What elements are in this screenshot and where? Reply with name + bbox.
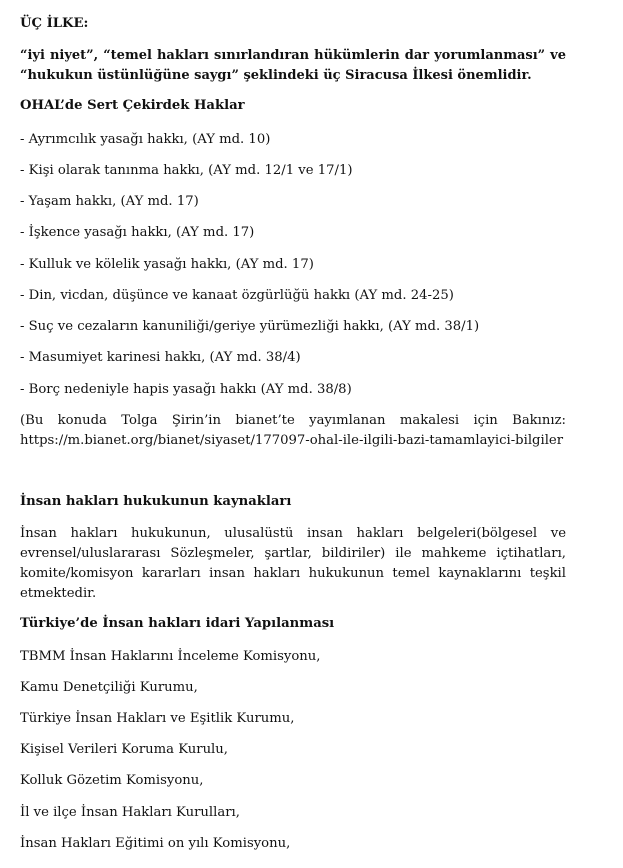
sources-line: İnsan hakları hukukunun, ulusalüstü insan hakları belgeleri(bölgesel ve: [20, 526, 566, 541]
admin-body-item: Türkiye İnsan Hakları ve Eşitlik Kurumu,: [20, 711, 295, 726]
heading-uc-ilke: ÜÇ İLKE:: [20, 16, 89, 31]
reference-link: https://m.bianet.org/bianet/siyaset/177097-ohal-ile-ilgili-bazi-tamamlayici-bilgiler: [20, 433, 564, 448]
ohal-right-item: - Masumiyet karinesi hakkı, (AY md. 38/4): [20, 350, 301, 365]
sources-paragraph: [20, 524, 566, 604]
admin-body-item: TBMM İnsan Haklarını İnceleme Komisyonu,: [20, 649, 321, 664]
sources-line: komite/komisyon kararları insan hakları hukukunun temel kaynaklarını teşkil: [20, 566, 566, 581]
heading-sources: İnsan hakları hukukunun kaynakları: [20, 494, 292, 509]
sources-line: evrensel/uluslararası Sözleşmeler, şartlar, bildiriler) ile mahkeme içtihatları,: [20, 546, 566, 561]
siracusa-paragraph: [20, 46, 566, 86]
ohal-right-item: - Yaşam hakkı, (AY md. 17): [20, 194, 199, 209]
ohal-right-item: - Borç nedeniyle hapis yasağı hakkı (AY md. 38/8): [20, 382, 352, 397]
admin-body-item: Kolluk Gözetim Komisyonu,: [20, 773, 204, 788]
siracusa-line-1: “iyi niyet”, “temel hakları sınırlandıran hükümlerin dar yorumlanması” ve: [20, 48, 566, 63]
ohal-right-item: - Kişi olarak tanınma hakkı, (AY md. 12/1 ve 17/1): [20, 163, 353, 178]
siracusa-line-2: “hukukun üstünlüğüne saygı” şeklindeki üç Siracusa İlkesi önemlidir.: [20, 68, 532, 83]
heading-ohal: OHAL’de Sert Çekirdek Haklar: [20, 98, 245, 113]
heading-admin: Türkiye’de İnsan hakları idari Yapılanması: [20, 616, 335, 631]
sources-line: etmektedir.: [20, 586, 97, 601]
admin-body-item: Kamu Denetçiliği Kurumu,: [20, 680, 198, 695]
ohal-right-item: - Ayrımcılık yasağı hakkı, (AY md. 10): [20, 132, 271, 147]
reference-paragraph: [20, 411, 566, 451]
reference-line-1: (Bu konuda Tolga Şirin’in bianet’te yayımlanan makalesi için Bakınız:: [20, 413, 566, 428]
ohal-right-item: - Suç ve cezaların kanuniliği/geriye yürümezliği hakkı, (AY md. 38/1): [20, 319, 480, 334]
ohal-right-item: - Kulluk ve kölelik yasağı hakkı, (AY md. 17): [20, 257, 314, 272]
admin-body-item: İnsan Hakları Eğitimi on yılı Komisyonu,: [20, 836, 291, 851]
ohal-right-item: - İşkence yasağı hakkı, (AY md. 17): [20, 225, 255, 240]
admin-body-item: İl ve ilçe İnsan Hakları Kurulları,: [20, 805, 240, 820]
admin-body-item: Kişisel Verileri Koruma Kurulu,: [20, 742, 228, 757]
ohal-right-item: - Din, vicdan, düşünce ve kanaat özgürlüğü hakkı (AY md. 24-25): [20, 288, 454, 303]
